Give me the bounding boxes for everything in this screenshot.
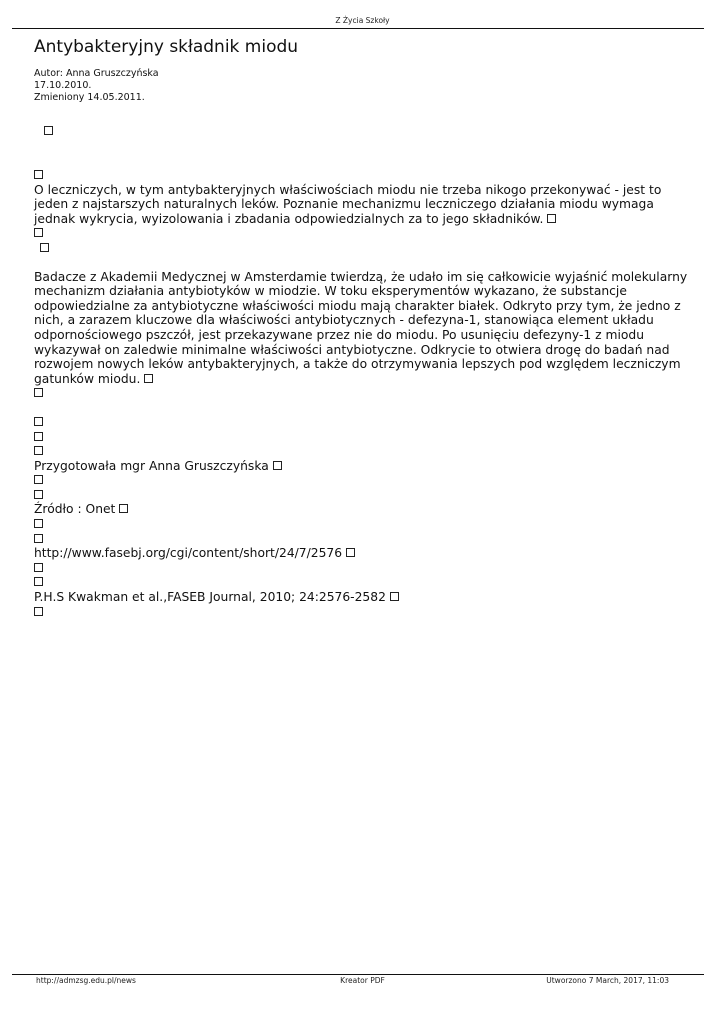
missing-glyph-icon	[34, 607, 43, 616]
missing-glyph-icon	[34, 170, 43, 179]
missing-glyph-icon	[390, 592, 399, 601]
footer-url[interactable]: http://admzsg.edu.pl/news	[36, 976, 136, 985]
missing-glyph-icon	[34, 577, 43, 586]
missing-glyph-icon	[119, 504, 128, 513]
missing-glyph-icon	[144, 374, 153, 383]
missing-glyph-icon	[34, 490, 43, 499]
missing-glyph-icon	[34, 519, 43, 528]
missing-glyph-icon	[547, 214, 556, 223]
footer-divider	[12, 974, 704, 975]
article-body	[34, 124, 694, 619]
missing-glyph-icon	[34, 388, 43, 397]
source-line: Źródło : Onet	[34, 502, 694, 517]
author-line: Autor: Anna Gruszczyńska	[34, 68, 159, 79]
paragraph-research: Badacze z Akademii Medycznej w Amsterdamie twierdzą, że udało im się całkowicie wyjaśnić molekularny mechanizm działania antybiotyków w miodzie. W toku eksperymentów wykazano, że substancje odpowiedzialne za antybiotyczne właściwości miodu mają charakter białek. Odkryto przy tym, że jedno z nich, a zarazem kluczowe dla właściwości antybiotycznych - defezyna-1, stanowiąca element układu odpornościowego pszczół, jest przekazywane przez nie do miodu. Po usunięciu defezyny-1 z miodu wykazywał on zaledwie minimalne właściwości antybiotyczne. Odkrycie to otwiera drogę do badań nad rozwojem nowych leków antybakteryjnych, a także do otrzymywania lepszych pod względem leczniczym gatunków miodu.	[34, 269, 688, 386]
missing-glyph-icon	[40, 243, 49, 252]
missing-glyph-icon	[34, 446, 43, 455]
header-divider	[12, 28, 704, 29]
citation-line: P.H.S Kwakman et al.,FASEB Journal, 2010; 24:2576-2582	[34, 590, 694, 605]
article-meta	[34, 68, 159, 104]
missing-glyph-icon	[44, 126, 53, 135]
paragraph-intro: O leczniczych, w tym antybakteryjnych właściwościach miodu nie trzeba nikogo przekonywać - jest to jeden z najstarszych naturalnych leków. Poznanie mechanizmu leczniczego działania miodu wymaga jednak wykrycia, wyizolowania i zbadania odpowiedzialnych za to jego składników.	[34, 182, 662, 226]
created-date: 17.10.2010.	[34, 80, 92, 91]
article-title: Antybakteryjny składnik miodu	[34, 37, 299, 57]
prepared-by-line: Przygotowała mgr Anna Gruszczyńska	[34, 459, 694, 474]
missing-glyph-icon	[273, 461, 282, 470]
source-link-line	[34, 546, 694, 561]
missing-glyph-icon	[34, 534, 43, 543]
missing-glyph-icon	[34, 417, 43, 426]
page-header-label: Z Życia Szkoły	[335, 16, 390, 25]
modified-date: Zmieniony 14.05.2011.	[34, 92, 145, 103]
missing-glyph-icon	[34, 228, 43, 237]
missing-glyph-icon	[346, 548, 355, 557]
footer-created: Utworzono 7 March, 2017, 11:03	[546, 976, 669, 985]
footer-generator: Kreator PDF	[340, 976, 385, 985]
missing-glyph-icon	[34, 563, 43, 572]
missing-glyph-icon	[34, 475, 43, 484]
missing-glyph-icon	[34, 432, 43, 441]
source-link[interactable]: http://www.fasebj.org/cgi/content/short/24/7/2576	[34, 546, 343, 561]
